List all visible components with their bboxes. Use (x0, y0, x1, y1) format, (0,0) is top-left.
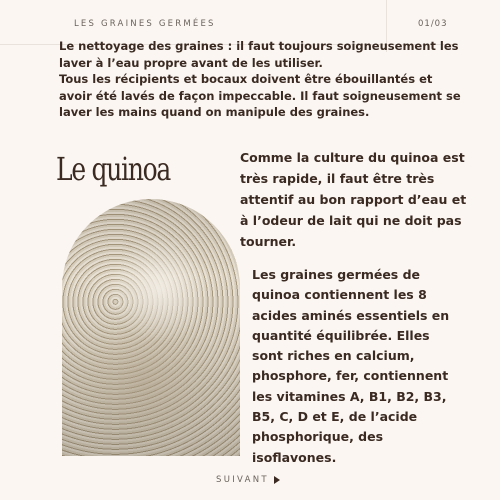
next-label: SUIVANT (216, 475, 269, 485)
intro-paragraph-2: Tous les récipients et bocaux doivent être ébouillantés et avoir été lavés de façon impeccable. Il faut soigneusement se laver les mains quand on manipule des graines. (59, 72, 461, 119)
play-arrow-icon (274, 476, 280, 484)
body-paragraph-2: Les graines germées de quinoa contiennent les 8 acides aminés essentiels en quantité équilibrée. Elles sont riches en calcium, phosphore, fer, contiennent les vitamines A, B1, B2, B3, B5, C, D et E, de l’acide phosphorique, des isoflavones. (252, 267, 450, 465)
body-paragraph-1: Comme la culture du quinoa est très rapide, il faut être très attentif au bon rapport d’eau et à l’odeur de lait qui ne doit pas tourner. (240, 150, 467, 249)
page-indicator: 01/03 (418, 19, 448, 29)
intro-text (59, 38, 461, 121)
quinoa-sprouts-photo (62, 199, 240, 456)
series-title: LES GRAINES GERMÉES (74, 19, 216, 29)
next-button[interactable] (216, 475, 280, 485)
intro-paragraph-1: Le nettoyage des graines : il faut toujours soigneusement les laver à l’eau propre avant de les utiliser. (59, 39, 459, 70)
section-title: Le quinoa (56, 150, 171, 188)
